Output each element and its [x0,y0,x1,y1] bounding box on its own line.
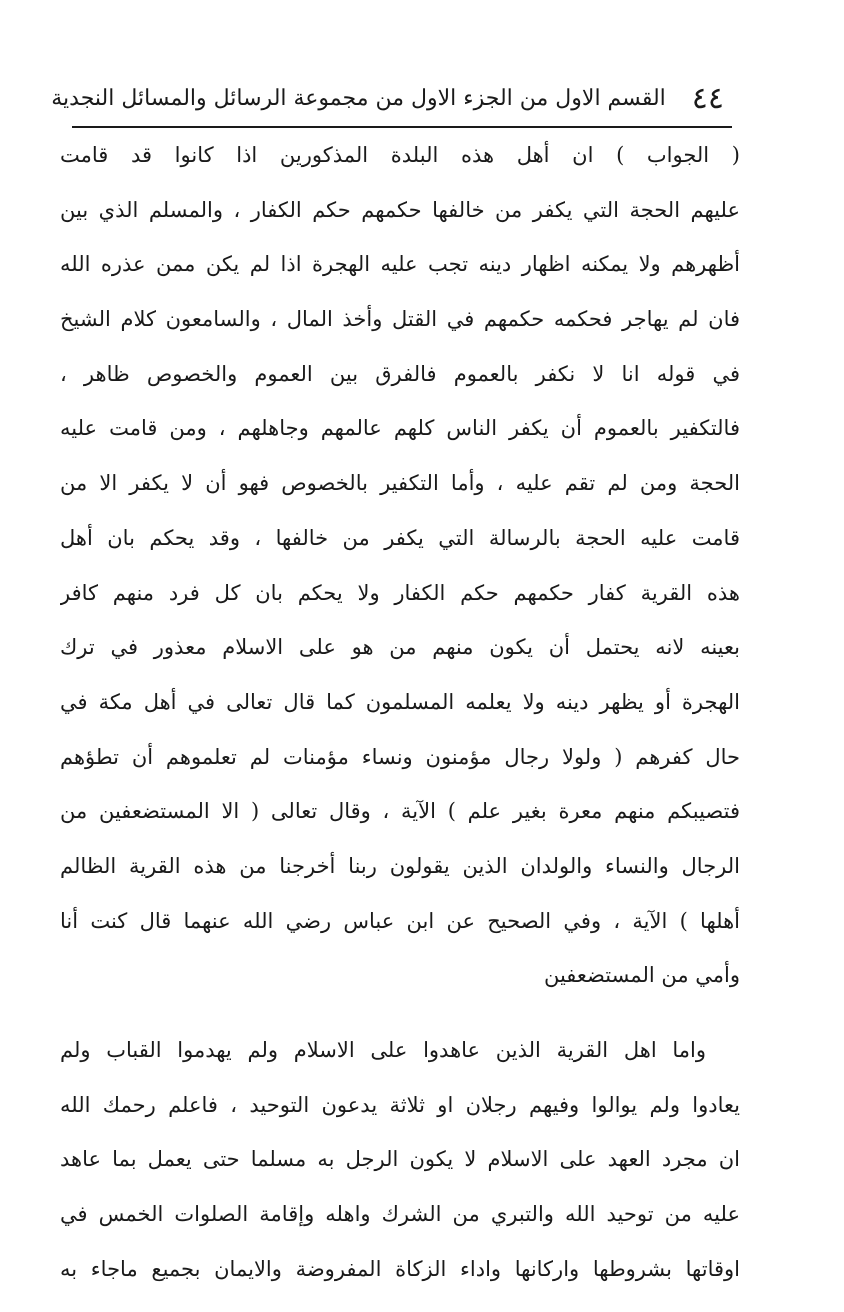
text-line: الحجة ومن لم تقم عليه ، وأما التكفير بالخصوص فهو أن لا يكفر الا من [60,471,740,496]
page-header [51,74,724,124]
text-line: ان مجرد العهد على الاسلام لا يكون الرجل به مسلما حتى يعمل بما عاهد [60,1147,740,1172]
text-line: في قوله انا لا نكفر بالعموم فالفرق بين العموم والخصوص ظاهر ، [60,361,740,386]
text-line: اوقاتها بشروطها واركانها واداء الزكاة المفروضة والايمان بجميع ماجاء به [60,1256,740,1281]
body-text [60,128,740,1296]
text-line: عليهم الحجة التي يكفر من خالفها حكمهم حكم الكفار ، والمسلم الذي بين [60,197,740,222]
paragraph-gap [60,1003,740,1023]
text-line: بعينه لانه يحتمل أن يكون منهم من هو على الاسلام معذور في ترك [60,635,740,660]
running-title: القسم الاول من الجزء الاول من مجموعة الرسائل والمسائل النجدية [51,86,666,111]
text-line: حال كفرهم ( ولولا رجال مؤمنون ونساء مؤمنات لم تعلموهم أن تطؤهم [60,744,740,769]
text-line: هذه القرية كفار حكمهم حكم الكفار ولا يحكم بان كل فرد منهم كافر [60,580,740,605]
text-line: فالتكفير بالعموم أن يكفر الناس كلهم عالمهم وجاهلهم ، ومن قامت عليه [60,416,740,441]
paragraph-answer [60,128,740,1003]
text-line: الهجرة أو يظهر دينه ولا يعلمه المسلمون كما قال تعالى في أهل مكة في [60,689,740,714]
text-line: ( الجواب ) ان أهل هذه البلدة المذكورين اذا كانوا قد قامت [60,143,740,167]
text-line: أظهرهم ولا يمكنه اظهار دينه تجب عليه الهجرة اذا لم يكن ممن عذره الله [60,252,740,277]
page-number: ٤٤ [691,81,724,116]
text-line: واما اهل القرية الذين عاهدوا على الاسلام ولم يهدموا القباب ولم [60,1038,706,1062]
text-line: يعادوا ولم يوالوا وفيهم رجلان او ثلاثة يدعون التوحيد ، فاعلم رحمك الله [60,1092,740,1117]
paragraph-village [60,1023,740,1296]
text-line: عليه من توحيد الله والتبري من الشرك واهله وإقامة الصلوات الخمس في [60,1202,740,1227]
text-line: الرجال والنساء والولدان الذين يقولون ربنا أخرجنا من هذه القرية الظالم [60,853,740,878]
text-line: فتصيبكم منهم معرة بغير علم ) الآية ، وقال تعالى ( الا المستضعفين من [60,799,740,824]
text-line: قامت عليه الحجة بالرسالة التي يكفر من خالفها ، وقد يحكم بان أهل [60,525,740,550]
text-line: فان لم يهاجر فحكمه حكمهم في القتل وأخذ المال ، والسامعون كلام الشيخ [60,307,740,332]
text-line: وأمي من المستضعفين [543,963,740,988]
text-line: أهلها ) الآية ، وفي الصحيح عن ابن عباس رضي الله عنهما قال كنت أنا [60,908,740,933]
